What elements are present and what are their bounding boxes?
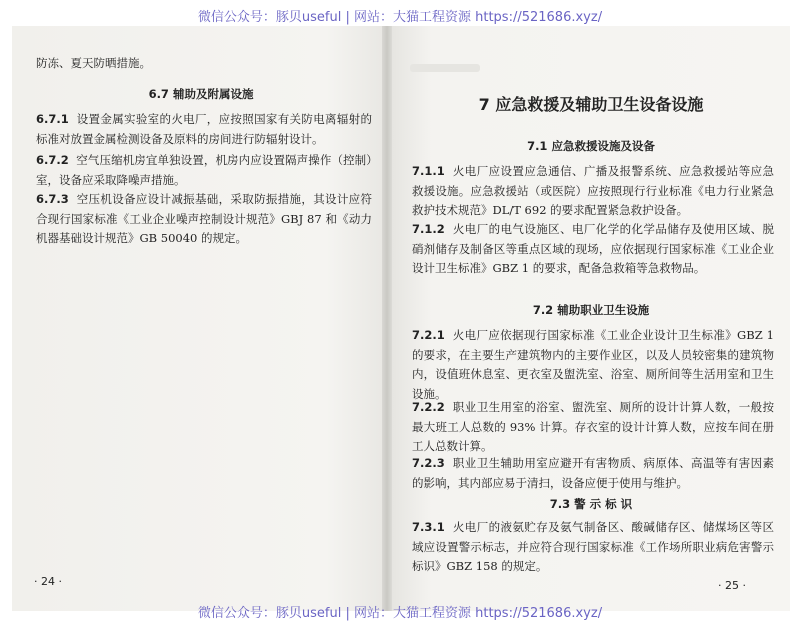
clause-text: 空气压缩机房宜单独设置，机房内应设置隔声操作（控制）室，设备应采取降噪声措施。	[36, 153, 373, 187]
clause-text: 火电厂应依据现行国家标准《工业企业设计卫生标准》GBZ 1 的要求，在主要生产建筑物内的主要作业区，以及人员较密集的建筑物内，设值班休息室、更衣室及盥洗室、浴室、厕所间等生活用室和卫生设施。	[412, 328, 774, 401]
clause-7-1-2	[412, 220, 774, 279]
clause-number: 7.1.1	[412, 164, 445, 178]
clause-text: 空压机设备应设计减振基础，采取防振措施，其设计应符合现行国家标准《工业企业噪声控制设计规范》GBJ 87 和《动力机器基础设计规范》GB 50040 的规定。	[36, 192, 373, 245]
clause-7-2-2	[412, 398, 774, 457]
section-7-2-title: 7.2 辅助职业卫生设施	[532, 303, 650, 317]
section-7-1-title: 7.1 应急救援设施及设备	[527, 139, 655, 153]
clause-text: 火电厂的电气设施区、电厂化学的化学品储存及使用区域、脱硝剂储存及制备区等重点区域的现场，应依据现行国家标准《工业企业设计卫生标准》GBZ 1 的要求，配备急救箱等急救物品。	[412, 222, 775, 275]
book-gutter	[382, 26, 392, 611]
clause-7-2-1	[412, 326, 774, 404]
clause-number: 7.2.1	[412, 328, 445, 342]
right-page	[392, 26, 790, 611]
clause-number: 6.7.2	[36, 153, 69, 167]
clause-text: 火电厂的液氨贮存及氨气制备区、酸碱储存区、储煤场区等区域应设置警示标志，并应符合现行国家标准《工作场所职业病危害警示标识》GBZ 158 的规定。	[412, 520, 775, 573]
clause-6-7-2	[36, 151, 372, 190]
clause-number: 6.7.3	[36, 192, 69, 206]
clause-number: 7.2.2	[412, 400, 445, 414]
lead-text: 防冻、夏天防晒措施。	[36, 56, 151, 70]
clause-number: 7.1.2	[412, 222, 445, 236]
section-7-3-title: 7.3 警 示 标 识	[549, 497, 633, 511]
clause-7-2-3	[412, 454, 774, 493]
clause-number: 6.7.1	[36, 112, 69, 126]
clause-number: 7.2.3	[412, 456, 445, 470]
section-6-7-title: 6.7 辅助及附属设施	[148, 87, 254, 101]
watermark-bottom: 微信公众号：豚贝useful | 网站：大猫工程资源 https://521686.xyz/	[197, 606, 603, 621]
clause-text: 火电厂应设置应急通信、广播及报警系统、应急救援站等应急救援设施。应急救援站（或医院）应按照现行行业标准《电力行业紧急救护技术规范》DL/T 692 的要求配置紧急救护设备。	[412, 164, 775, 217]
clause-number: 7.3.1	[412, 520, 445, 534]
clause-7-3-1	[412, 518, 774, 577]
page-number-left: · 24 ·	[34, 575, 62, 588]
clause-text: 设置金属实验室的火电厂，应按照国家有关防电离辐射的标准对放置金属检测设备及原料的房间进行防辐射设计。	[36, 112, 373, 146]
chapter-title: 7 应急救援及辅助卫生设备设施	[478, 95, 704, 114]
clause-text: 职业卫生用室的浴室、盥洗室、厕所的设计计算人数，一般按最大班工人总数的 93% 计算。存衣室的设计计算人数，应按车间在册工人总数计算。	[412, 400, 775, 453]
watermark-top: 微信公众号：豚贝useful | 网站：大猫工程资源 https://521686.xyz/	[197, 10, 603, 25]
page-number-right: · 25 ·	[718, 579, 746, 592]
clause-6-7-3	[36, 190, 372, 249]
clause-7-1-1	[412, 162, 774, 221]
left-page	[12, 26, 382, 611]
header-smudge	[410, 64, 480, 72]
clause-6-7-1	[36, 110, 372, 149]
clause-text: 职业卫生辅助用室应避开有害物质、病原体、高温等有害因素的影响，其内部应易于清扫，设备应便于使用与维护。	[412, 456, 775, 490]
